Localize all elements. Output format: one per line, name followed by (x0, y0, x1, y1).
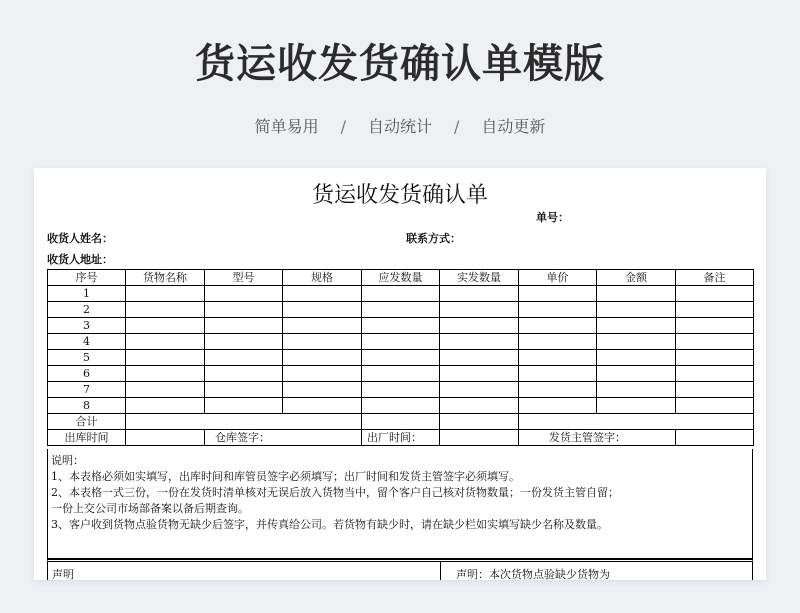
table-cell[interactable] (440, 334, 519, 350)
col-header: 应发数量 (362, 270, 440, 286)
total-cell[interactable] (362, 414, 440, 430)
table-cell[interactable] (283, 398, 362, 414)
table-cell[interactable] (126, 398, 205, 414)
table-cell[interactable] (597, 318, 676, 334)
table-cell[interactable] (440, 366, 519, 382)
table-cell[interactable] (440, 302, 519, 318)
table-cell[interactable] (519, 334, 597, 350)
row-index: 2 (48, 302, 126, 318)
table-cell[interactable] (676, 382, 754, 398)
tag-auto-stats: 自动统计 (367, 117, 432, 136)
col-header: 规格 (283, 270, 362, 286)
table-cell[interactable] (519, 366, 597, 382)
total-cell[interactable] (519, 414, 754, 430)
notes-line: 一份上交公司市场部备案以备后期查询。 (51, 502, 249, 515)
signature-row (48, 430, 754, 446)
total-label: 合计 (48, 414, 126, 430)
table-cell[interactable] (205, 350, 283, 366)
table-row (48, 334, 754, 350)
table-header-row (48, 270, 754, 286)
table-cell[interactable] (362, 350, 440, 366)
declaration-row (47, 559, 753, 580)
ship-supervisor-cell[interactable] (676, 430, 754, 446)
table-cell[interactable] (126, 350, 205, 366)
outbound-time-cell[interactable] (126, 430, 205, 446)
row-index: 5 (48, 350, 126, 366)
page-title: 货运收发货确认单模版 (195, 41, 605, 87)
row-index: 3 (48, 318, 126, 334)
table-cell[interactable] (676, 286, 754, 302)
goods-table (47, 269, 754, 446)
declaration-divider (440, 562, 441, 580)
table-cell[interactable] (126, 382, 205, 398)
exit-time-cell[interactable] (440, 430, 519, 446)
table-cell[interactable] (283, 334, 362, 350)
table-cell[interactable] (676, 302, 754, 318)
exit-time-label: 出厂时间： (362, 430, 440, 446)
table-row (48, 350, 754, 366)
col-header: 实发数量 (440, 270, 519, 286)
table-cell[interactable] (676, 334, 754, 350)
table-cell[interactable] (676, 350, 754, 366)
table-cell[interactable] (519, 286, 597, 302)
table-cell[interactable] (676, 318, 754, 334)
contact-label: 联系方式： (406, 232, 461, 245)
table-cell[interactable] (126, 302, 205, 318)
table-cell[interactable] (597, 382, 676, 398)
table-cell[interactable] (440, 286, 519, 302)
table-row (48, 398, 754, 414)
table-cell[interactable] (519, 302, 597, 318)
notes-line: 2、本表格一式三份，一份在发货时清单核对无误后放入货物当中，留个客户自己核对货物数量；一份发货主管自留； (51, 486, 619, 499)
tag-easy: 简单易用 (254, 117, 319, 136)
table-cell[interactable] (597, 286, 676, 302)
table-cell[interactable] (205, 334, 283, 350)
tag-separator: / (454, 117, 460, 136)
row-index: 7 (48, 382, 126, 398)
row-index: 8 (48, 398, 126, 414)
table-cell[interactable] (519, 350, 597, 366)
table-cell[interactable] (597, 302, 676, 318)
table-cell[interactable] (362, 366, 440, 382)
declaration-right: 声明：本次货物点验缺少货物为 (456, 568, 610, 580)
table-cell[interactable] (597, 350, 676, 366)
notes-line: 1、本表格必须如实填写，出库时间和库管员签字必须填写；出厂时间和发货主管签字必须填写。 (51, 470, 520, 483)
table-cell[interactable] (440, 318, 519, 334)
tag-auto-update: 自动更新 (481, 117, 546, 136)
col-header: 货物名称 (126, 270, 205, 286)
table-cell[interactable] (283, 302, 362, 318)
table-cell[interactable] (283, 382, 362, 398)
table-cell[interactable] (205, 382, 283, 398)
col-header: 备注 (676, 270, 754, 286)
form-sheet (34, 168, 766, 580)
row-index: 6 (48, 366, 126, 382)
table-cell[interactable] (440, 398, 519, 414)
table-cell[interactable] (440, 350, 519, 366)
table-cell[interactable] (362, 318, 440, 334)
table-cell[interactable] (362, 334, 440, 350)
total-row (48, 414, 754, 430)
table-cell[interactable] (205, 398, 283, 414)
table-cell[interactable] (519, 398, 597, 414)
serial-number-label: 单号： (536, 211, 569, 224)
row-index: 1 (48, 286, 126, 302)
table-cell[interactable] (205, 366, 283, 382)
table-cell[interactable] (205, 302, 283, 318)
table-row (48, 366, 754, 382)
outbound-time-label: 出库时间 (48, 430, 126, 446)
declaration-left: 声明 (52, 568, 74, 580)
notes-block (47, 449, 753, 559)
table-cell[interactable] (205, 286, 283, 302)
table-cell[interactable] (362, 382, 440, 398)
consignee-name-label: 收货人姓名： (47, 232, 113, 245)
total-cell[interactable] (440, 414, 519, 430)
tag-separator: / (340, 117, 346, 136)
table-cell[interactable] (362, 302, 440, 318)
col-header: 金额 (597, 270, 676, 286)
table-row (48, 318, 754, 334)
table-cell[interactable] (440, 382, 519, 398)
table-cell[interactable] (126, 286, 205, 302)
col-header: 序号 (48, 270, 126, 286)
table-cell[interactable] (676, 398, 754, 414)
table-cell[interactable] (597, 398, 676, 414)
col-header: 单价 (519, 270, 597, 286)
col-header: 型号 (205, 270, 283, 286)
table-cell[interactable] (362, 286, 440, 302)
table-cell[interactable] (283, 350, 362, 366)
table-cell[interactable] (205, 318, 283, 334)
table-cell[interactable] (283, 366, 362, 382)
table-cell[interactable] (597, 334, 676, 350)
notes-line: 3、客户收到货物点验货物无缺少后签字，并传真给公司。若货物有缺少时，请在缺少栏如实填写缺少名称及数量。 (51, 518, 608, 531)
consignee-address-label: 收货人地址： (47, 253, 113, 266)
notes-heading: 说明： (51, 454, 84, 467)
ship-supervisor-label: 发货主管签字： (519, 430, 676, 446)
table-cell[interactable] (126, 366, 205, 382)
table-cell[interactable] (283, 318, 362, 334)
form-title: 货运收发货确认单 (311, 183, 488, 208)
table-row (48, 382, 754, 398)
table-cell[interactable] (362, 398, 440, 414)
table-cell[interactable] (126, 318, 205, 334)
table-row (48, 286, 754, 302)
table-cell[interactable] (676, 366, 754, 382)
table-cell[interactable] (519, 382, 597, 398)
table-cell[interactable] (597, 366, 676, 382)
table-cell[interactable] (283, 286, 362, 302)
row-index: 4 (48, 334, 126, 350)
feature-tags (0, 114, 800, 137)
total-cell[interactable] (126, 414, 362, 430)
table-cell[interactable] (126, 334, 205, 350)
warehouse-sign-label: 仓库签字： (205, 430, 362, 446)
table-cell[interactable] (519, 318, 597, 334)
table-row (48, 302, 754, 318)
